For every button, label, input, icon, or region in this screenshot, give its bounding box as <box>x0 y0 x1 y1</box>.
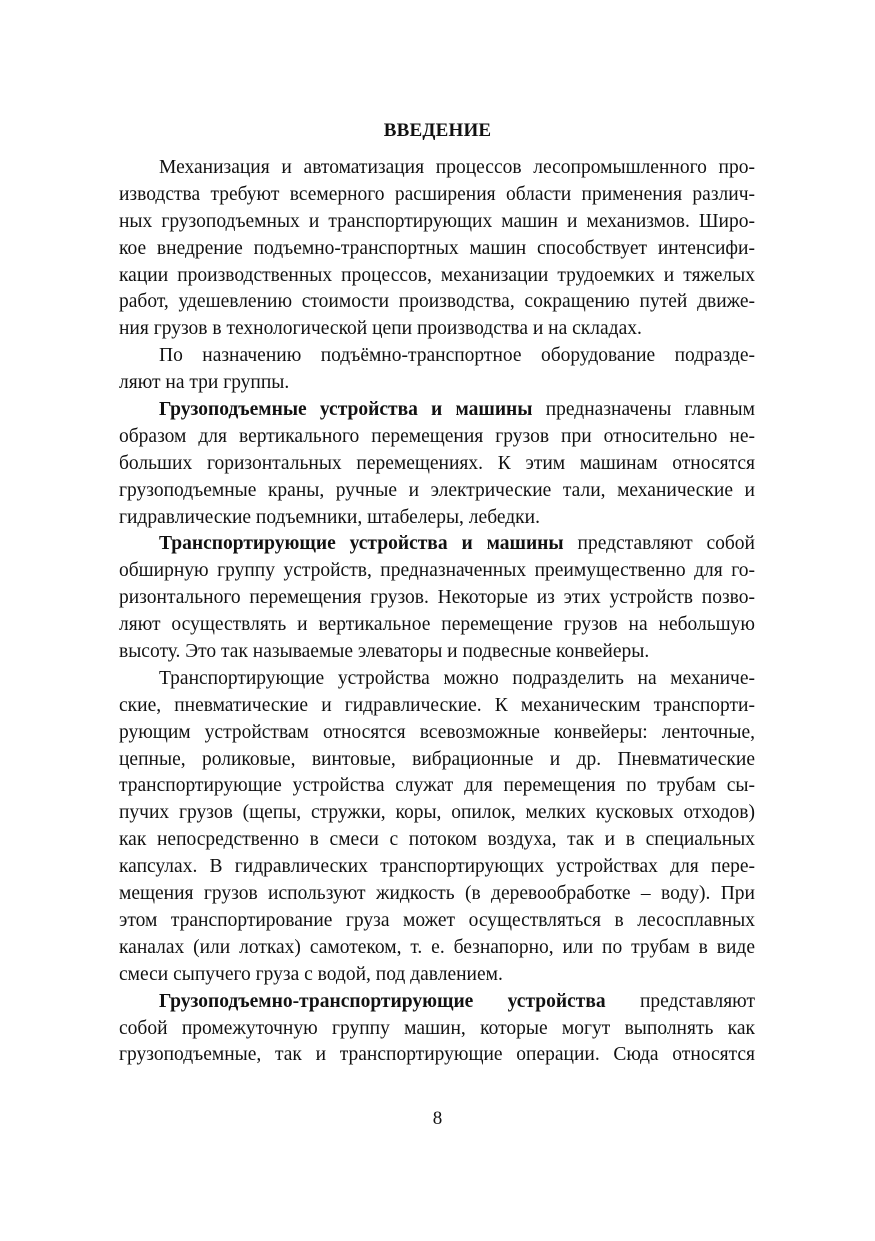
page-title: ВВЕДЕНИЕ <box>383 120 492 141</box>
text-line: ния грузов в технологической цепи производства и на складах. <box>119 318 642 340</box>
text-line: ризонтального перемещения грузов. Некоторые из этих устройств позво- <box>119 587 755 609</box>
text-line <box>119 531 755 558</box>
paragraph-3 <box>119 397 755 531</box>
text-line <box>119 989 755 1016</box>
text-line: изводства требуют всемерного расширения области применения различ- <box>119 183 755 205</box>
text-line: гидравлические подъемники, штабелеры, лебедки. <box>119 506 540 528</box>
text-line: собой промежуточную группу машин, которые могут выполнять как <box>119 1017 755 1039</box>
text-line: каналах (или лотках) самотеком, т. е. безнапорно, или по трубам в виде <box>119 936 755 958</box>
bold-term: Грузоподъемно-транспортирующие устройства <box>159 990 606 1012</box>
text-line: ляют осуществлять и вертикальное перемещение грузов на небольшую <box>119 614 755 636</box>
text-line: ляют на три группы. <box>119 372 290 394</box>
text-line: пучих грузов (щепы, стружки, коры, опилок, мелких кусковых отходов) <box>119 802 755 824</box>
text-line: ские, пневматические и гидравлические. К механическим транспорти- <box>119 694 755 716</box>
text-line: капсулах. В гидравлических транспортирующих устройствах для пере- <box>119 856 755 878</box>
text-line: Транспортирующие устройства можно подразделить на механиче- <box>159 667 755 689</box>
text-line: мещения грузов используют жидкость (в деревообработке – воду). При <box>119 883 755 905</box>
text-line: этом транспортирование груза может осуществляться в лесосплавных <box>119 909 755 931</box>
paragraph-1 <box>119 155 755 343</box>
text-line: кации производственных процессов, механизации трудоемких и тяжелых <box>119 264 755 286</box>
text-line: грузоподъемные, так и транспортирующие операции. Сюда относятся <box>119 1044 755 1066</box>
bold-term: Грузоподъемные устройства и машины <box>159 399 533 421</box>
bold-term: Транспортирующие устройства и машины <box>159 533 564 555</box>
text-line: рующим устройствам относятся всевозможные конвейеры: ленточные, <box>119 721 755 743</box>
text-line: кое внедрение подъемно-транспортных машин способствует интенсифи- <box>119 237 755 259</box>
text-line: транспортирующие устройства служат для перемещения по трубам сы- <box>119 775 755 797</box>
text-line: образом для вертикального перемещения грузов при относительно не- <box>119 425 755 447</box>
paragraph-6 <box>119 989 755 1070</box>
text-line: цепные, роликовые, винтовые, вибрационные и др. Пневматические <box>119 748 755 770</box>
text-line: смеси сыпучего груза с водой, под давлением. <box>119 963 503 985</box>
text-line: По назначению подъёмно-транспортное оборудование подразде- <box>159 345 755 367</box>
text-line <box>119 397 755 424</box>
text-run: предназначены главным <box>532 399 755 421</box>
text-line: больших горизонтальных перемещениях. К этим машинам относятся <box>119 452 755 474</box>
text-line: грузоподъемные краны, ручные и электрические тали, механические и <box>119 479 755 501</box>
text-run: представляют <box>605 990 755 1012</box>
text-line: Механизация и автоматизация процессов лесопромышленного про- <box>159 157 755 178</box>
text-line: работ, удешевлению стоимости производства, сокращению путей движе- <box>119 291 755 313</box>
body-text <box>119 155 755 1069</box>
text-line: ных грузоподъемных и транспортирующих машин и механизмов. Широ- <box>119 210 755 232</box>
page-number: 8 <box>432 1108 443 1129</box>
text-line: высоту. Это так называемые элеваторы и подвесные конвейеры. <box>119 641 650 663</box>
paragraph-2 <box>119 343 755 397</box>
text-run: представляют собой <box>563 533 755 555</box>
paragraph-4 <box>119 531 755 665</box>
paragraph-5 <box>119 666 755 989</box>
text-line: как непосредственно в смеси с потоком воздуха, так и в специальных <box>119 829 755 851</box>
text-line: обширную группу устройств, предназначенных преимущественно для го- <box>119 560 755 582</box>
